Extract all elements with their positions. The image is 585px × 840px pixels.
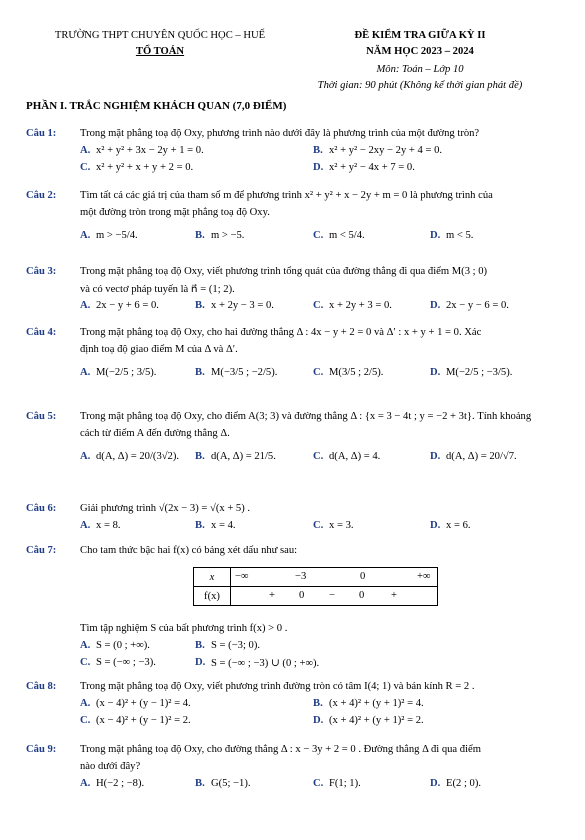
school-name: TRƯỜNG THPT CHUYÊN QUỐC HỌC – HUẾ	[54, 30, 266, 41]
option-label: A.	[80, 145, 91, 156]
department-name: TỔ TOÁN	[135, 46, 185, 57]
option-text: m > −5.	[211, 230, 245, 241]
option-label: B.	[195, 778, 205, 789]
table-sign-values	[231, 587, 438, 606]
option-text: S = (−∞ ; −3) ∪ (0 ; +∞).	[211, 658, 320, 669]
table-sign-value: −	[329, 590, 335, 601]
question-label: Câu 8:	[26, 681, 57, 692]
option-text: d(A, Δ) = 20/√7.	[446, 451, 517, 462]
option-label: D.	[430, 300, 441, 311]
option-text: F(1; 1).	[329, 778, 361, 789]
option-label: C.	[313, 520, 324, 531]
option-text: M(−2/5 ; −3/5).	[446, 367, 513, 378]
option-label: A.	[80, 230, 91, 241]
question-label: Câu 4:	[26, 327, 57, 338]
subject-line: Môn: Toán – Lớp 10	[376, 64, 464, 75]
time-line: Thời gian: 90 phút (Không kể thời gian phát đề)	[317, 80, 523, 91]
option-text: x² + y² + x + y + 2 = 0.	[96, 162, 194, 173]
table-sign-value: +	[269, 590, 275, 601]
question-text: cách từ điểm A đến đường thẳng Δ.	[80, 428, 230, 439]
table-sign-value: 0	[299, 590, 305, 601]
option-label: D.	[313, 715, 324, 726]
question-text: Tìm tập nghiệm S của bất phương trình f(x) > 0 .	[80, 623, 288, 634]
option-text: M(3/5 ; 2/5).	[329, 367, 384, 378]
option-label: A.	[80, 698, 91, 709]
option-label: C.	[313, 367, 324, 378]
option-text: m < 5/4.	[329, 230, 365, 241]
option-text: x + 2y − 3 = 0.	[211, 300, 274, 311]
option-label: D.	[313, 162, 324, 173]
question-text: Trong mặt phẳng toạ độ Oxy, cho điểm A(3; 3) và đường thẳng Δ : {x = 3 − 4t ; y = −2 + 3t}. Tính khoảng	[80, 411, 532, 422]
option-label: C.	[313, 451, 324, 462]
option-label: C.	[313, 778, 324, 789]
question-label: Câu 1:	[26, 128, 57, 139]
exam-title: ĐỀ KIỂM TRA GIỮA KỲ II	[354, 30, 486, 41]
option-label: B.	[195, 367, 205, 378]
question-label: Câu 7:	[26, 545, 57, 556]
question-label: Câu 2:	[26, 190, 57, 201]
option-text: x + 2y + 3 = 0.	[329, 300, 392, 311]
option-text: x² + y² − 4x + 7 = 0.	[329, 162, 415, 173]
option-label: B.	[195, 640, 205, 651]
question-text: một đường tròn trong mặt phẳng toạ độ Oxy.	[80, 207, 270, 218]
option-label: A.	[80, 520, 91, 531]
option-text: S = (−3; 0).	[211, 640, 261, 651]
option-label: D.	[430, 451, 441, 462]
option-label: A.	[80, 778, 91, 789]
option-label: B.	[195, 230, 205, 241]
option-label: C.	[80, 162, 91, 173]
question-text: Trong mặt phẳng toạ độ Oxy, cho hai đường thẳng Δ : 4x − y + 2 = 0 và Δ′ : x + y + 1 = 0. Xác	[80, 327, 482, 338]
option-label: B.	[195, 451, 205, 462]
option-label: C.	[80, 715, 91, 726]
option-text: H(−2 ; −8).	[96, 778, 145, 789]
table-header-x: x	[194, 568, 231, 587]
option-text: d(A, Δ) = 21/5.	[211, 451, 276, 462]
question-text: Trong mặt phẳng toạ độ Oxy, viết phương trình đường tròn có tâm I(4; 1) và bán kính R = 2 .	[80, 681, 475, 692]
option-label: D.	[430, 520, 441, 531]
option-label: C.	[313, 300, 324, 311]
question-label: Câu 3:	[26, 266, 57, 277]
option-text: d(A, Δ) = 20/(3√2).	[96, 451, 180, 462]
question-label: Câu 9:	[26, 744, 57, 755]
question-text: nào dưới đây?	[80, 761, 141, 772]
school-year: NĂM HỌC 2023 – 2024	[366, 46, 474, 57]
option-label: B.	[313, 698, 323, 709]
table-x-value: +∞	[417, 571, 431, 582]
question-text: Giải phương trình √(2x − 3) = √(x + 5) .	[80, 503, 251, 514]
option-text: E(2 ; 0).	[446, 778, 482, 789]
option-text: m > −5/4.	[96, 230, 138, 241]
option-text: (x + 4)² + (y + 1)² = 2.	[329, 715, 424, 726]
option-text: x² + y² − 2xy − 2y + 4 = 0.	[329, 145, 443, 156]
option-text: (x + 4)² + (y + 1)² = 4.	[329, 698, 424, 709]
question-text: Trong mặt phẳng toạ độ Oxy, viết phương trình tổng quát của đường thẳng đi qua điểm M(3 ; 0)	[80, 266, 488, 277]
option-label: B.	[195, 520, 205, 531]
option-text: S = (−∞ ; −3).	[96, 657, 156, 668]
option-text: (x − 4)² + (y − 1)² = 4.	[96, 698, 191, 709]
option-text: m < 5.	[446, 230, 474, 241]
option-text: 2x − y − 6 = 0.	[446, 300, 509, 311]
table-x-value: −∞	[235, 571, 249, 582]
option-text: x = 4.	[211, 520, 236, 531]
option-label: C.	[80, 657, 91, 668]
option-text: x = 8.	[96, 520, 121, 531]
option-label: D.	[430, 778, 441, 789]
question-text: và có vectơ pháp tuyến là n⃗ = (1; 2).	[80, 284, 235, 295]
option-label: D.	[430, 230, 441, 241]
option-label: A.	[80, 640, 91, 651]
question-text: Cho tam thức bậc hai f(x) có bảng xét dấu như sau:	[80, 545, 298, 556]
question-label: Câu 6:	[26, 503, 57, 514]
table-header-fx: f(x)	[194, 587, 231, 606]
option-text: M(−2/5 ; 3/5).	[96, 367, 157, 378]
option-label: D.	[195, 657, 206, 668]
question-text: Tìm tất cả các giá trị của tham số m để phương trình x² + y² + x − 2y + m = 0 là phương trình của	[80, 190, 493, 201]
option-text: S = (0 ; +∞).	[96, 640, 150, 651]
option-label: D.	[430, 367, 441, 378]
table-sign-value: +	[391, 590, 397, 601]
option-text: x² + y² + 3x − 2y + 1 = 0.	[96, 145, 204, 156]
section-title: PHẦN I. TRẮC NGHIỆM KHÁCH QUAN (7,0 ĐIỂM)	[26, 100, 287, 112]
option-text: (x − 4)² + (y − 1)² = 2.	[96, 715, 191, 726]
table-sign-value: 0	[359, 590, 365, 601]
table-x-value: 0	[360, 571, 366, 582]
option-text: x = 6.	[446, 520, 471, 531]
table-x-value: −3	[295, 571, 307, 582]
option-label: A.	[80, 367, 91, 378]
question-text: Trong mặt phẳng toạ độ Oxy, cho đường thẳng Δ : x − 3y + 2 = 0 . Đường thẳng Δ đi qua điểm	[80, 744, 481, 755]
table-x-values	[231, 568, 438, 587]
option-text: 2x − y + 6 = 0.	[96, 300, 159, 311]
question-text: Trong mặt phẳng toạ độ Oxy, phương trình nào dưới đây là phương trình của một đường tròn?	[80, 128, 480, 139]
option-label: A.	[80, 451, 91, 462]
option-text: x = 3.	[329, 520, 354, 531]
option-text: d(A, Δ) = 4.	[329, 451, 381, 462]
option-text: G(5; −1).	[211, 778, 251, 789]
option-label: A.	[80, 300, 91, 311]
option-label: B.	[313, 145, 323, 156]
option-text: M(−3/5 ; −2/5).	[211, 367, 278, 378]
option-label: B.	[195, 300, 205, 311]
question-label: Câu 5:	[26, 411, 57, 422]
sign-table	[193, 567, 438, 606]
option-label: C.	[313, 230, 324, 241]
question-text: định toạ độ giao điểm M của Δ và Δ′.	[80, 344, 238, 355]
